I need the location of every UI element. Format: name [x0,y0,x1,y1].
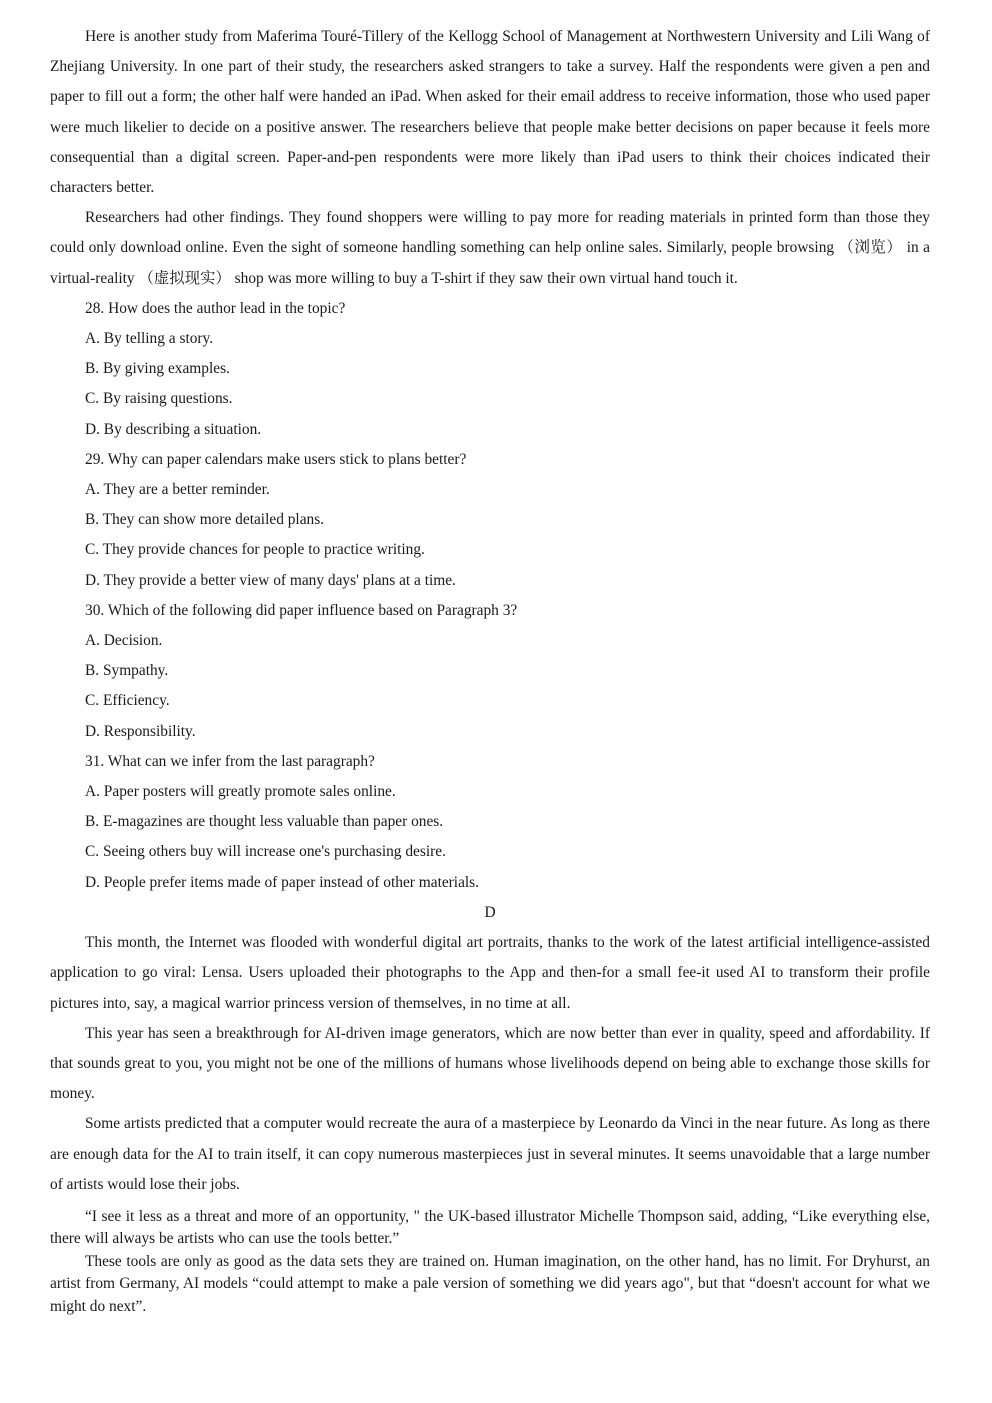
option-a: A. By telling a story. [85,330,214,348]
passage-c-paragraph-2: Researchers had other findings. They found shoppers were willing to pay more for reading materials in printed form than those they could only download online. Even the sight of someone handling something can help online sales. Similarly, people browsing （浏览） in a virtual-reality （虚拟现实） shop was more willing to buy a T-shirt if they saw their own virtual hand touch it. [50,209,930,287]
question-30 [50,596,930,747]
passage-d-paragraph-2: This year has seen a breakthrough for AI-driven image generators, which are now better than ever in quality, speed and affordability. If that sounds great to you, you might not be one of the millions of humans whose livelihoods depend on being able to exchange those skills for money. [50,1024,930,1103]
question-28 [50,294,930,445]
question-stem: 31. What can we infer from the last paragraph? [85,752,375,770]
option-a: A. They are a better reminder. [85,481,270,499]
question-stem: 30. Which of the following did paper influence based on Paragraph 3? [85,601,518,619]
option-d: D. They provide a better view of many days' plans at a time. [85,571,456,589]
question-29 [50,445,930,596]
passage-c-paragraph-1: Here is another study from Maferima Touré-Tillery of the Kellogg School of Management at Northwestern University and Lili Wang of Zhejiang University. In one part of their study, the researchers asked strangers to take a survey. Half the respondents were given a pen and paper to fill out a form; the other half were handed an iPad. When asked for their email address to receive information, those who used paper were much likelier to decide on a positive answer. The researchers believe that people make better decisions on paper because it feels more consequential than a digital screen. Paper-and-pen respondents were more likely than iPad users to think their choices indicated their characters better. [50,28,930,197]
exam-page [50,22,930,1318]
option-c: C. Seeing others buy will increase one's purchasing desire. [85,843,446,861]
option-d: D. Responsibility. [85,722,196,740]
option-b: B. By giving examples. [85,360,230,378]
section-heading-d: D [484,903,496,921]
option-d: D. By describing a situation. [85,420,262,438]
option-b: B. E-magazines are thought less valuable than paper ones. [85,813,444,831]
option-c: C. They provide chances for people to practice writing. [85,541,425,559]
question-stem: 29. Why can paper calendars make users stick to plans better? [85,450,467,468]
option-c: C. Efficiency. [85,692,170,710]
passage-d-quote-paragraph: “I see it less as a threat and more of an opportunity, " the UK-based illustrator Michelle Thompson said, adding, “Like everything else, there will always be artists who can use the tools better.” [50,1207,930,1248]
option-d: D. People prefer items made of paper instead of other materials. [85,873,480,891]
passage-d-final-paragraph: These tools are only as good as the data sets they are trained on. Human imagination, on the other hand, has no limit. For Dryhurst, an artist from Germany, AI models “could attempt to make a pale version of something we did years ago", but that “doesn't account for what we might do next”. [50,1252,930,1315]
option-a: A. Decision. [85,632,163,650]
option-b: B. They can show more detailed plans. [85,511,325,529]
option-a: A. Paper posters will greatly promote sales online. [85,783,396,801]
option-c: C. By raising questions. [85,390,233,408]
passage-d-paragraph-1: This month, the Internet was flooded with wonderful digital art portraits, thanks to the work of the latest artificial intelligence-assisted application to go viral: Lensa. Users uploaded their photographs to the App and then-for a small fee-it used AI to transform their profile pictures into, say, a magical warrior princess version of themselves, in no time at all. [50,934,930,1012]
question-stem: 28. How does the author lead in the topic? [85,299,346,317]
question-31 [50,747,930,898]
passage-d-paragraph-3: Some artists predicted that a computer would recreate the aura of a masterpiece by Leonardo da Vinci in the near future. As long as there are enough data for the AI to train itself, it can copy numerous masterpieces just in several minutes. It seems unavoidable that a large number of artists would lose their jobs. [50,1115,930,1193]
option-b: B. Sympathy. [85,662,169,680]
